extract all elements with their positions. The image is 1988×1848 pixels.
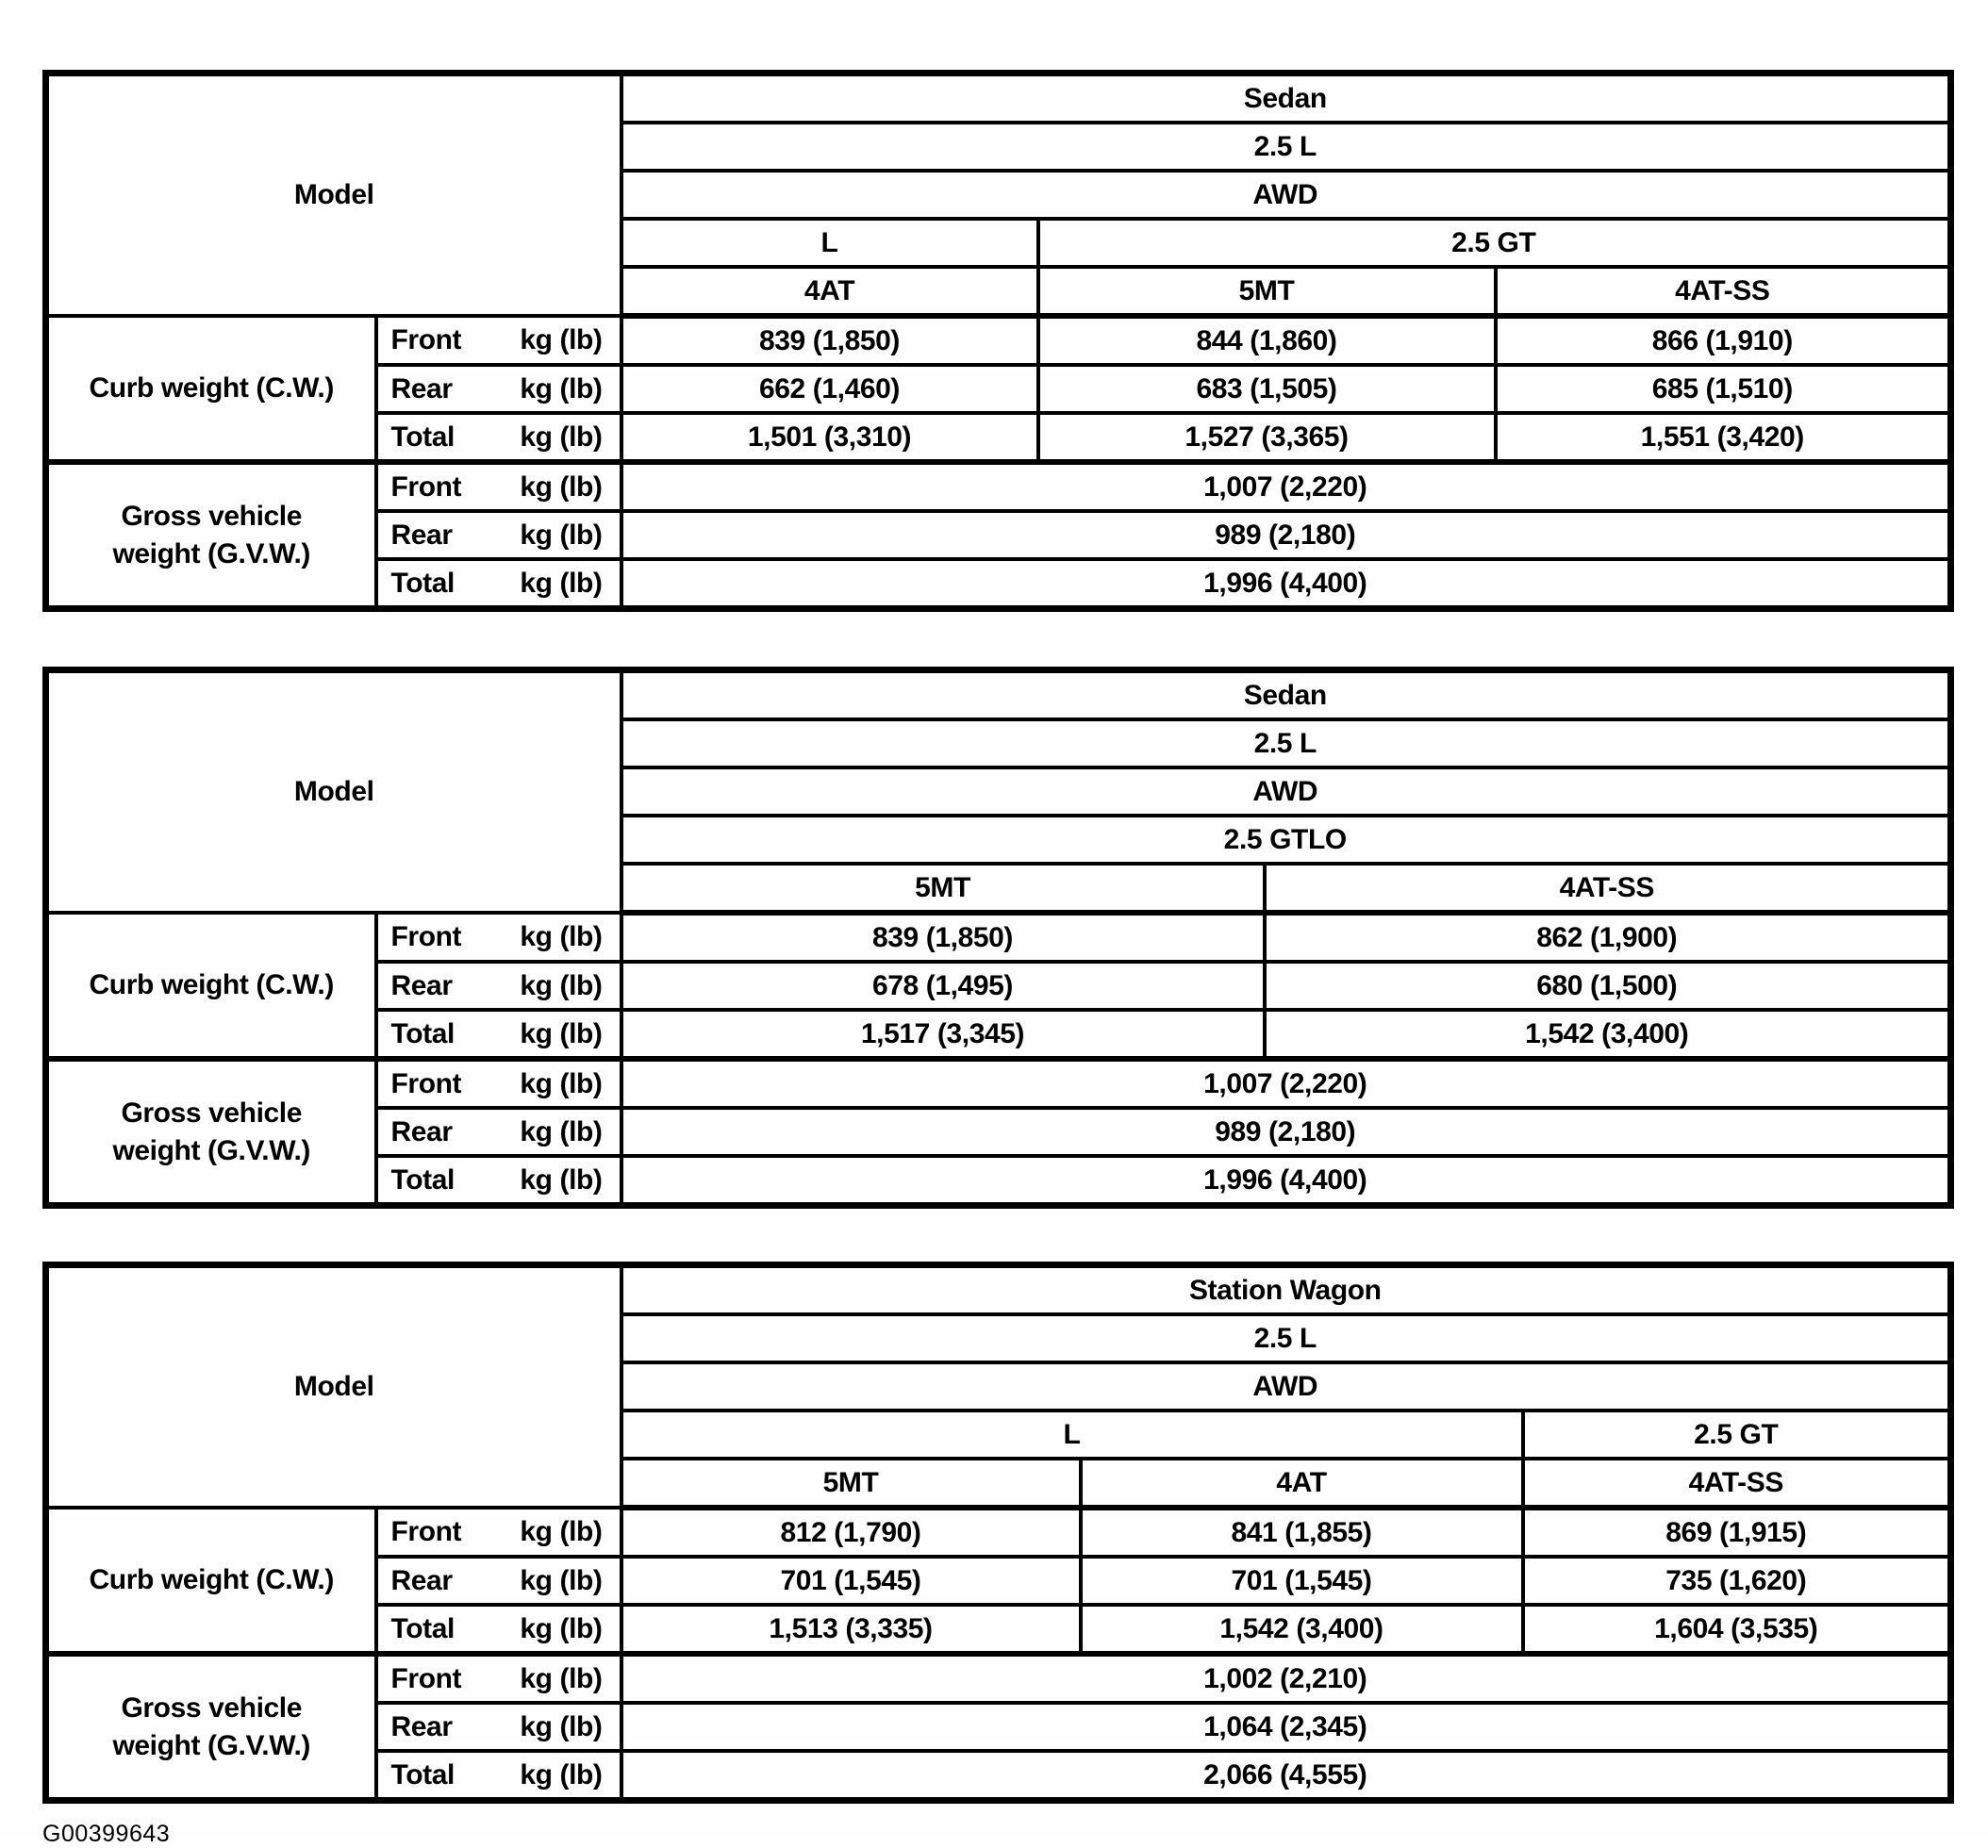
weight-value-cell: 1,604 (3,535) [1523,1605,1951,1654]
gvw-label-line2: weight (G.V.W.) [112,1134,311,1166]
transmission-cell: 4AT [1081,1459,1523,1508]
weight-value-cell: 735 (1,620) [1523,1557,1951,1605]
weight-value-cell: 1,002 (2,210) [621,1654,1951,1703]
weight-spec-table-wagon [42,1262,1954,1804]
weight-value-cell: 1,064 (2,345) [621,1703,1951,1751]
weight-value-cell: 839 (1,850) [621,913,1265,962]
trim-cell: L [621,1411,1523,1459]
measure-label: Rear [390,1564,453,1596]
gvw-label-line2: weight (G.V.W.) [112,537,311,569]
weight-value-cell: 1,542 (3,400) [1265,1010,1951,1059]
weight-value-cell: 989 (2,180) [621,1108,1951,1156]
body-style-cell: Sedan [621,670,1951,720]
measure-label: Rear [390,1115,453,1147]
unit-label: kg (lb) [520,1516,603,1547]
transmission-cell: 4AT-SS [1523,1459,1951,1508]
measure-cell [376,413,621,462]
weight-value-cell: 812 (1,790) [621,1508,1081,1557]
measure-label: Front [390,921,462,952]
model-header-cell: Model [46,1265,621,1509]
measure-cell [376,1059,621,1108]
transmission-cell: 5MT [1038,267,1496,316]
measure-label: Front [390,470,462,503]
transmission-cell: 4AT-SS [1265,864,1951,913]
weight-value-cell: 862 (1,900) [1265,913,1951,962]
engine-cell: 2.5 L [621,719,1951,767]
weight-value-cell: 1,517 (3,345) [621,1010,1265,1059]
unit-label: kg (lb) [520,1067,603,1099]
measure-label: Rear [390,372,453,404]
measure-cell [376,1156,621,1206]
model-header-cell: Model [46,74,621,317]
engine-cell: 2.5 L [621,123,1951,171]
weight-spec-table-sedan-l-gt [42,70,1954,612]
measure-label: Total [390,1612,455,1644]
body-style-cell: Station Wagon [621,1265,1951,1315]
measure-label: Rear [390,969,453,1001]
measure-cell [376,1557,621,1605]
trim-cell: 2.5 GT [1523,1411,1951,1459]
weight-value-cell: 1,527 (3,365) [1038,413,1496,462]
measure-cell [376,316,621,365]
weight-value-cell: 680 (1,500) [1265,962,1951,1010]
weight-value-cell: 869 (1,915) [1523,1508,1951,1557]
transmission-cell: 5MT [621,864,1265,913]
weight-value-cell: 841 (1,855) [1081,1508,1523,1557]
weight-value-cell: 1,007 (2,220) [621,462,1951,511]
weight-value-cell: 701 (1,545) [1081,1557,1523,1605]
measure-label: Rear [390,519,453,551]
unit-label: kg (lb) [520,1612,603,1644]
unit-label: kg (lb) [520,1564,603,1596]
transmission-cell: 4AT-SS [1496,267,1951,316]
model-header-cell: Model [46,670,621,914]
drivetrain-cell: AWD [621,767,1951,816]
measure-cell [376,1508,621,1557]
gvw-label-cell [46,1059,376,1206]
body-style-cell: Sedan [621,74,1951,124]
trim-cell: 2.5 GT [1038,219,1951,267]
weight-value-cell: 1,996 (4,400) [621,559,1951,609]
weight-value-cell: 678 (1,495) [621,962,1265,1010]
measure-label: Total [390,1163,455,1196]
measure-cell [376,1703,621,1751]
weight-spec-table-sedan-gtlo [42,667,1954,1209]
gvw-label-line1: Gross vehicle [121,500,303,532]
unit-label: kg (lb) [520,1662,603,1694]
transmission-cell: 4AT [621,267,1038,316]
drivetrain-cell: AWD [621,1362,1951,1411]
measure-label: Total [390,567,455,599]
measure-cell [376,559,621,609]
measure-label: Front [390,1516,462,1547]
measure-cell [376,1751,621,1801]
gvw-label-cell [46,1654,376,1801]
trim-cell: 2.5 GTLO [621,816,1951,864]
weight-value-cell: 1,007 (2,220) [621,1059,1951,1108]
measure-label: Total [390,421,455,453]
gvw-label-line1: Gross vehicle [121,1097,303,1129]
weight-value-cell: 866 (1,910) [1496,316,1951,365]
unit-label: kg (lb) [520,1163,603,1196]
weight-value-cell: 683 (1,505) [1038,365,1496,413]
measure-label: Front [390,1662,462,1694]
curb-weight-label-cell: Curb weight (C.W.) [46,316,376,462]
measure-cell [376,511,621,559]
trim-cell: L [621,219,1038,267]
measure-label: Front [390,1067,462,1099]
unit-label: kg (lb) [520,1115,603,1147]
unit-label: kg (lb) [520,567,603,599]
weight-value-cell: 1,513 (3,335) [621,1605,1081,1654]
curb-weight-label-cell: Curb weight (C.W.) [46,1508,376,1654]
weight-value-cell: 662 (1,460) [621,365,1038,413]
unit-label: kg (lb) [520,969,603,1001]
weight-value-cell: 1,996 (4,400) [621,1156,1951,1206]
transmission-cell: 5MT [621,1459,1081,1508]
measure-cell [376,1605,621,1654]
unit-label: kg (lb) [520,324,603,355]
weight-value-cell: 1,551 (3,420) [1496,413,1951,462]
weight-value-cell: 844 (1,860) [1038,316,1496,365]
measure-cell [376,1010,621,1059]
gvw-label-line1: Gross vehicle [121,1691,303,1724]
measure-label: Total [390,1758,455,1790]
measure-label: Front [390,324,462,355]
unit-label: kg (lb) [520,1017,603,1049]
measure-cell [376,1108,621,1156]
unit-label: kg (lb) [520,372,603,404]
gvw-label-cell [46,462,376,609]
measure-label: Total [390,1017,455,1049]
measure-cell [376,962,621,1010]
unit-label: kg (lb) [520,519,603,551]
unit-label: kg (lb) [520,1758,603,1790]
measure-cell [376,1654,621,1703]
unit-label: kg (lb) [520,470,603,503]
curb-weight-label-cell: Curb weight (C.W.) [46,913,376,1059]
unit-label: kg (lb) [520,1710,603,1742]
weight-value-cell: 989 (2,180) [621,511,1951,559]
engine-cell: 2.5 L [621,1314,1951,1362]
drivetrain-cell: AWD [621,171,1951,219]
measure-cell [376,913,621,962]
weight-value-cell: 1,501 (3,310) [621,413,1038,462]
measure-cell [376,365,621,413]
figure-id-caption: G00399643 [42,1821,171,1847]
weight-value-cell: 1,542 (3,400) [1081,1605,1523,1654]
gvw-label-line2: weight (G.V.W.) [112,1729,311,1761]
weight-value-cell: 701 (1,545) [621,1557,1081,1605]
weight-value-cell: 839 (1,850) [621,316,1038,365]
unit-label: kg (lb) [520,921,603,952]
unit-label: kg (lb) [520,421,603,453]
measure-label: Rear [390,1710,453,1742]
measure-cell [376,462,621,511]
weight-value-cell: 685 (1,510) [1496,365,1951,413]
weight-value-cell: 2,066 (4,555) [621,1751,1951,1801]
